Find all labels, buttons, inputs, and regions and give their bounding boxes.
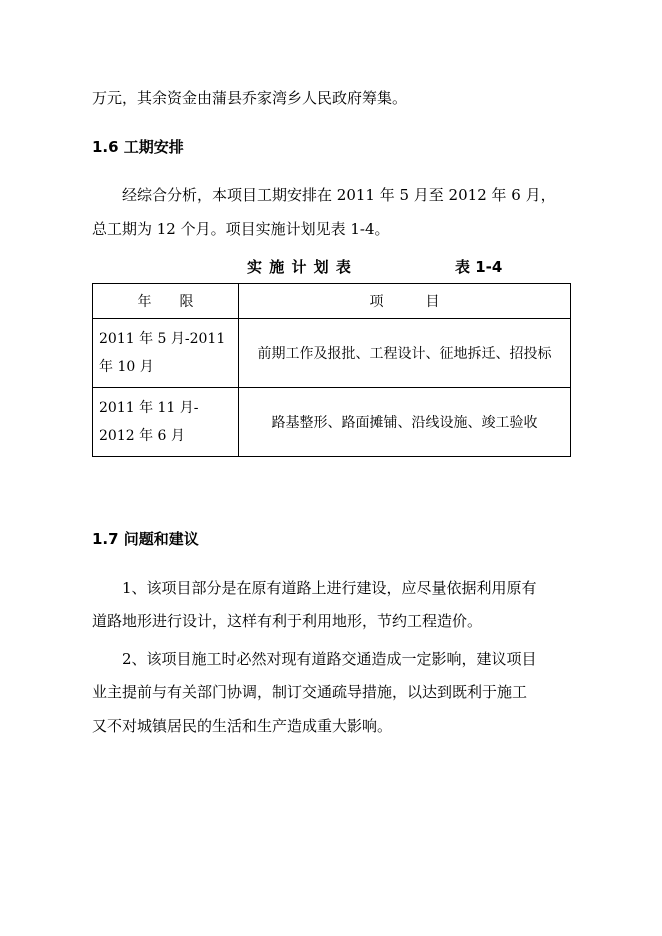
row-1-period — [93, 319, 239, 388]
section-1-7-p1-line-2: 道路地形进行设计，这样有利于利用地形，节约工程造价。 — [92, 612, 483, 630]
schedule-table — [92, 283, 571, 457]
row-2-period — [93, 388, 239, 457]
table-number: 表 1-4 — [455, 258, 503, 276]
section-1-7-p2-line-3: 又不对城镇居民的生活和生产造成重大影响。 — [92, 717, 393, 735]
header-item: 项 目 — [239, 284, 571, 319]
row-1-item: 前期工作及报批、工程设计、征地拆迁、招投标 — [239, 319, 571, 388]
table-row — [93, 388, 571, 457]
row-2-period-line-2: 2012 年 6 月 — [99, 428, 185, 444]
section-1-6-heading: 1.6 工期安排 — [92, 138, 184, 156]
row-1-period-line-1: 2011 年 5 月-2011 — [99, 331, 226, 347]
section-1-7-p1-line-1: 1、该项目部分是在原有道路上进行建设，应尽量依据利用原有 — [122, 579, 537, 597]
header-period: 年 限 — [93, 284, 239, 319]
row-2-period-line-1: 2011 年 11 月- — [99, 400, 199, 416]
row-2-item: 路基整形、路面摊铺、沿线设施、竣工验收 — [239, 388, 571, 457]
table-row — [93, 319, 571, 388]
section-1-6-paragraph-line-2: 总工期为 12 个月。项目实施计划见表 1-4。 — [92, 220, 390, 238]
section-1-7-p2-line-2: 业主提前与有关部门协调，制订交通疏导措施，以达到既利于施工 — [92, 683, 528, 701]
section-1-6-paragraph-line-1: 经综合分析，本项目工期安排在 2011 年 5 月至 2012 年 6 月， — [122, 186, 556, 204]
section-1-7-heading: 1.7 问题和建议 — [92, 530, 199, 548]
table-title: 实 施 计 划 表 — [247, 258, 352, 276]
section-1-7-p2-line-1: 2、该项目施工时必然对现有道路交通造成一定影响，建议项目 — [122, 650, 537, 668]
row-1-period-line-2: 年 10 月 — [99, 359, 154, 375]
table-header-row — [93, 284, 571, 319]
intro-tail-text: 万元，其余资金由蒲县乔家湾乡人民政府筹集。 — [92, 89, 408, 107]
